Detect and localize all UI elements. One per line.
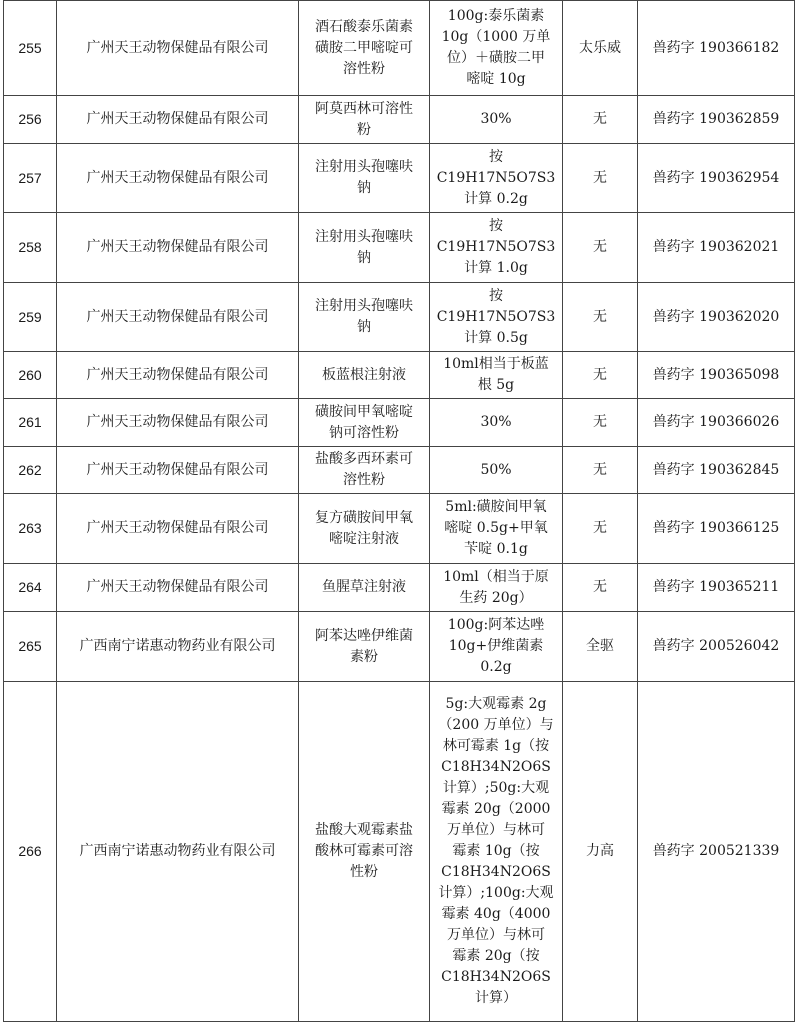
product-name-cell xyxy=(299,447,430,494)
spec: 5ml:磺胺间甲氧 嘧啶 0.5g+甲氧 苄啶 0.1g xyxy=(444,499,548,557)
product-name: 注射用头孢噻呋 钠 xyxy=(315,159,413,196)
table-row xyxy=(4,494,795,564)
row-number: 258 xyxy=(4,213,57,283)
company-cell: 广州天王动物保健品有限公司 xyxy=(57,399,299,447)
product-name: 鱼腥草注射液 xyxy=(322,579,406,595)
table-row xyxy=(4,564,795,612)
trade-name-cell: 无 xyxy=(563,144,638,213)
spec: 10ml相当于板蓝 根 5g xyxy=(443,356,549,393)
row-number: 264 xyxy=(4,564,57,612)
approval-number-cell: 兽药字 190362021 xyxy=(638,213,795,283)
trade-name-cell: 无 xyxy=(563,283,638,352)
company-cell: 广州天王动物保健品有限公司 xyxy=(57,494,299,564)
approval-number-cell: 兽药字 190362954 xyxy=(638,144,795,213)
spec: 50% xyxy=(480,461,512,478)
company-cell: 广州天王动物保健品有限公司 xyxy=(57,447,299,494)
trade-name-cell: 无 xyxy=(563,352,638,399)
table-row xyxy=(4,144,795,213)
product-name-cell xyxy=(299,96,430,144)
row-number: 257 xyxy=(4,144,57,213)
table-row xyxy=(4,612,795,682)
table-row xyxy=(4,352,795,399)
table-row xyxy=(4,447,795,494)
spec: 100g:泰乐菌素 10g（1000 万单 位）＋磺胺二甲 嘧啶 10g xyxy=(441,8,551,87)
spec-cell xyxy=(430,447,563,494)
table-row xyxy=(4,399,795,447)
table-body xyxy=(4,1,795,1022)
trade-name-cell: 无 xyxy=(563,564,638,612)
approval-number-cell: 兽药字 190366182 xyxy=(638,1,795,96)
company-cell: 广州天王动物保健品有限公司 xyxy=(57,352,299,399)
approval-number-cell: 兽药字 190365211 xyxy=(638,564,795,612)
trade-name-cell: 无 xyxy=(563,447,638,494)
product-name: 盐酸大观霉素盐 酸林可霉素可溶 性粉 xyxy=(315,822,413,880)
product-name: 盐酸多西环素可 溶性粉 xyxy=(315,451,413,488)
table-row xyxy=(4,682,795,1022)
drug-approval-table xyxy=(3,0,795,1022)
row-number: 260 xyxy=(4,352,57,399)
row-number: 261 xyxy=(4,399,57,447)
spec: 按 C19H17N5O7S3 计算 0.5g xyxy=(436,287,556,346)
product-name-cell xyxy=(299,494,430,564)
spec: 100g:阿苯达唑 10g+伊维菌素 0.2g xyxy=(447,617,545,675)
product-name-cell xyxy=(299,564,430,612)
company-cell: 广州天王动物保健品有限公司 xyxy=(57,96,299,144)
approval-number-cell: 兽药字 200521339 xyxy=(638,682,795,1022)
product-name-cell xyxy=(299,399,430,447)
spec: 按 C19H17N5O7S3 计算 0.2g xyxy=(436,148,556,207)
product-name-cell xyxy=(299,213,430,283)
product-name-cell xyxy=(299,144,430,213)
company-cell: 广西南宁诺惠动物药业有限公司 xyxy=(57,612,299,682)
product-name: 阿莫西林可溶性 粉 xyxy=(315,100,413,138)
spec: 按 C19H17N5O7S3 计算 1.0g xyxy=(436,218,556,276)
row-number: 263 xyxy=(4,494,57,564)
company-cell: 广州天王动物保健品有限公司 xyxy=(57,213,299,283)
spec: 10ml（相当于原 生药 20g） xyxy=(443,568,549,606)
product-name: 酒石酸泰乐菌素 磺胺二甲嘧啶可 溶性粉 xyxy=(315,18,413,77)
spec-cell xyxy=(430,96,563,144)
trade-name-cell: 无 xyxy=(563,96,638,144)
spec-cell xyxy=(430,494,563,564)
trade-name-cell: 力高 xyxy=(563,682,638,1022)
spec-cell xyxy=(430,564,563,612)
trade-name-cell: 无 xyxy=(563,213,638,283)
spec-cell xyxy=(430,144,563,213)
table-row xyxy=(4,283,795,352)
row-number: 255 xyxy=(4,1,57,96)
table-row xyxy=(4,213,795,283)
company-cell: 广州天王动物保健品有限公司 xyxy=(57,283,299,352)
trade-name-cell: 全驱 xyxy=(563,612,638,682)
approval-number-cell: 兽药字 190362020 xyxy=(638,283,795,352)
product-name-cell xyxy=(299,283,430,352)
spec-cell xyxy=(430,399,563,447)
approval-number-cell: 兽药字 190362845 xyxy=(638,447,795,494)
product-name-cell xyxy=(299,1,430,96)
spec-cell xyxy=(430,213,563,283)
product-name-cell xyxy=(299,612,430,682)
trade-name-cell: 太乐威 xyxy=(563,1,638,96)
approval-number-cell: 兽药字 190366026 xyxy=(638,399,795,447)
company-cell: 广州天王动物保健品有限公司 xyxy=(57,564,299,612)
spec-cell xyxy=(430,283,563,352)
row-number: 265 xyxy=(4,612,57,682)
company-cell: 广州天王动物保健品有限公司 xyxy=(57,1,299,96)
trade-name-cell: 无 xyxy=(563,494,638,564)
spec: 5g:大观霉素 2g （200 万单位）与 林可霉素 1g（按 C18H34N2O6S 计算）;50g:大观 霉素 20g（2000 万单位）与林可 霉素 10g（按 C18H34N2O6S 计算）;100g:大观 霉素 40g（4000 万单位）与林可 霉素 20g（按 C18H34N2O6S 计算） xyxy=(438,696,554,1006)
spec-cell xyxy=(430,612,563,682)
table-row xyxy=(4,1,795,96)
product-name-cell xyxy=(299,682,430,1022)
approval-number-cell: 兽药字 190362859 xyxy=(638,96,795,144)
approval-number-cell: 兽药字 190365098 xyxy=(638,352,795,399)
product-name: 注射用头孢噻呋 钠 xyxy=(315,298,413,335)
product-name: 复方磺胺间甲氧 嘧啶注射液 xyxy=(315,509,413,547)
row-number: 256 xyxy=(4,96,57,144)
row-number: 259 xyxy=(4,283,57,352)
product-name: 注射用头孢噻呋 钠 xyxy=(315,228,413,266)
spec: 30% xyxy=(480,414,512,430)
product-name: 磺胺间甲氧嘧啶 钠可溶性粉 xyxy=(315,403,413,441)
approval-number-cell: 兽药字 200526042 xyxy=(638,612,795,682)
table-row xyxy=(4,96,795,144)
row-number: 266 xyxy=(4,682,57,1022)
product-name: 板蓝根注射液 xyxy=(322,366,406,383)
company-cell: 广州天王动物保健品有限公司 xyxy=(57,144,299,213)
spec: 30% xyxy=(480,111,512,127)
spec-cell xyxy=(430,352,563,399)
spec-cell xyxy=(430,682,563,1022)
trade-name-cell: 无 xyxy=(563,399,638,447)
spec-cell xyxy=(430,1,563,96)
product-name: 阿苯达唑伊维菌 素粉 xyxy=(315,627,413,665)
row-number: 262 xyxy=(4,447,57,494)
product-name-cell xyxy=(299,352,430,399)
approval-number-cell: 兽药字 190366125 xyxy=(638,494,795,564)
company-cell: 广西南宁诺惠动物药业有限公司 xyxy=(57,682,299,1022)
